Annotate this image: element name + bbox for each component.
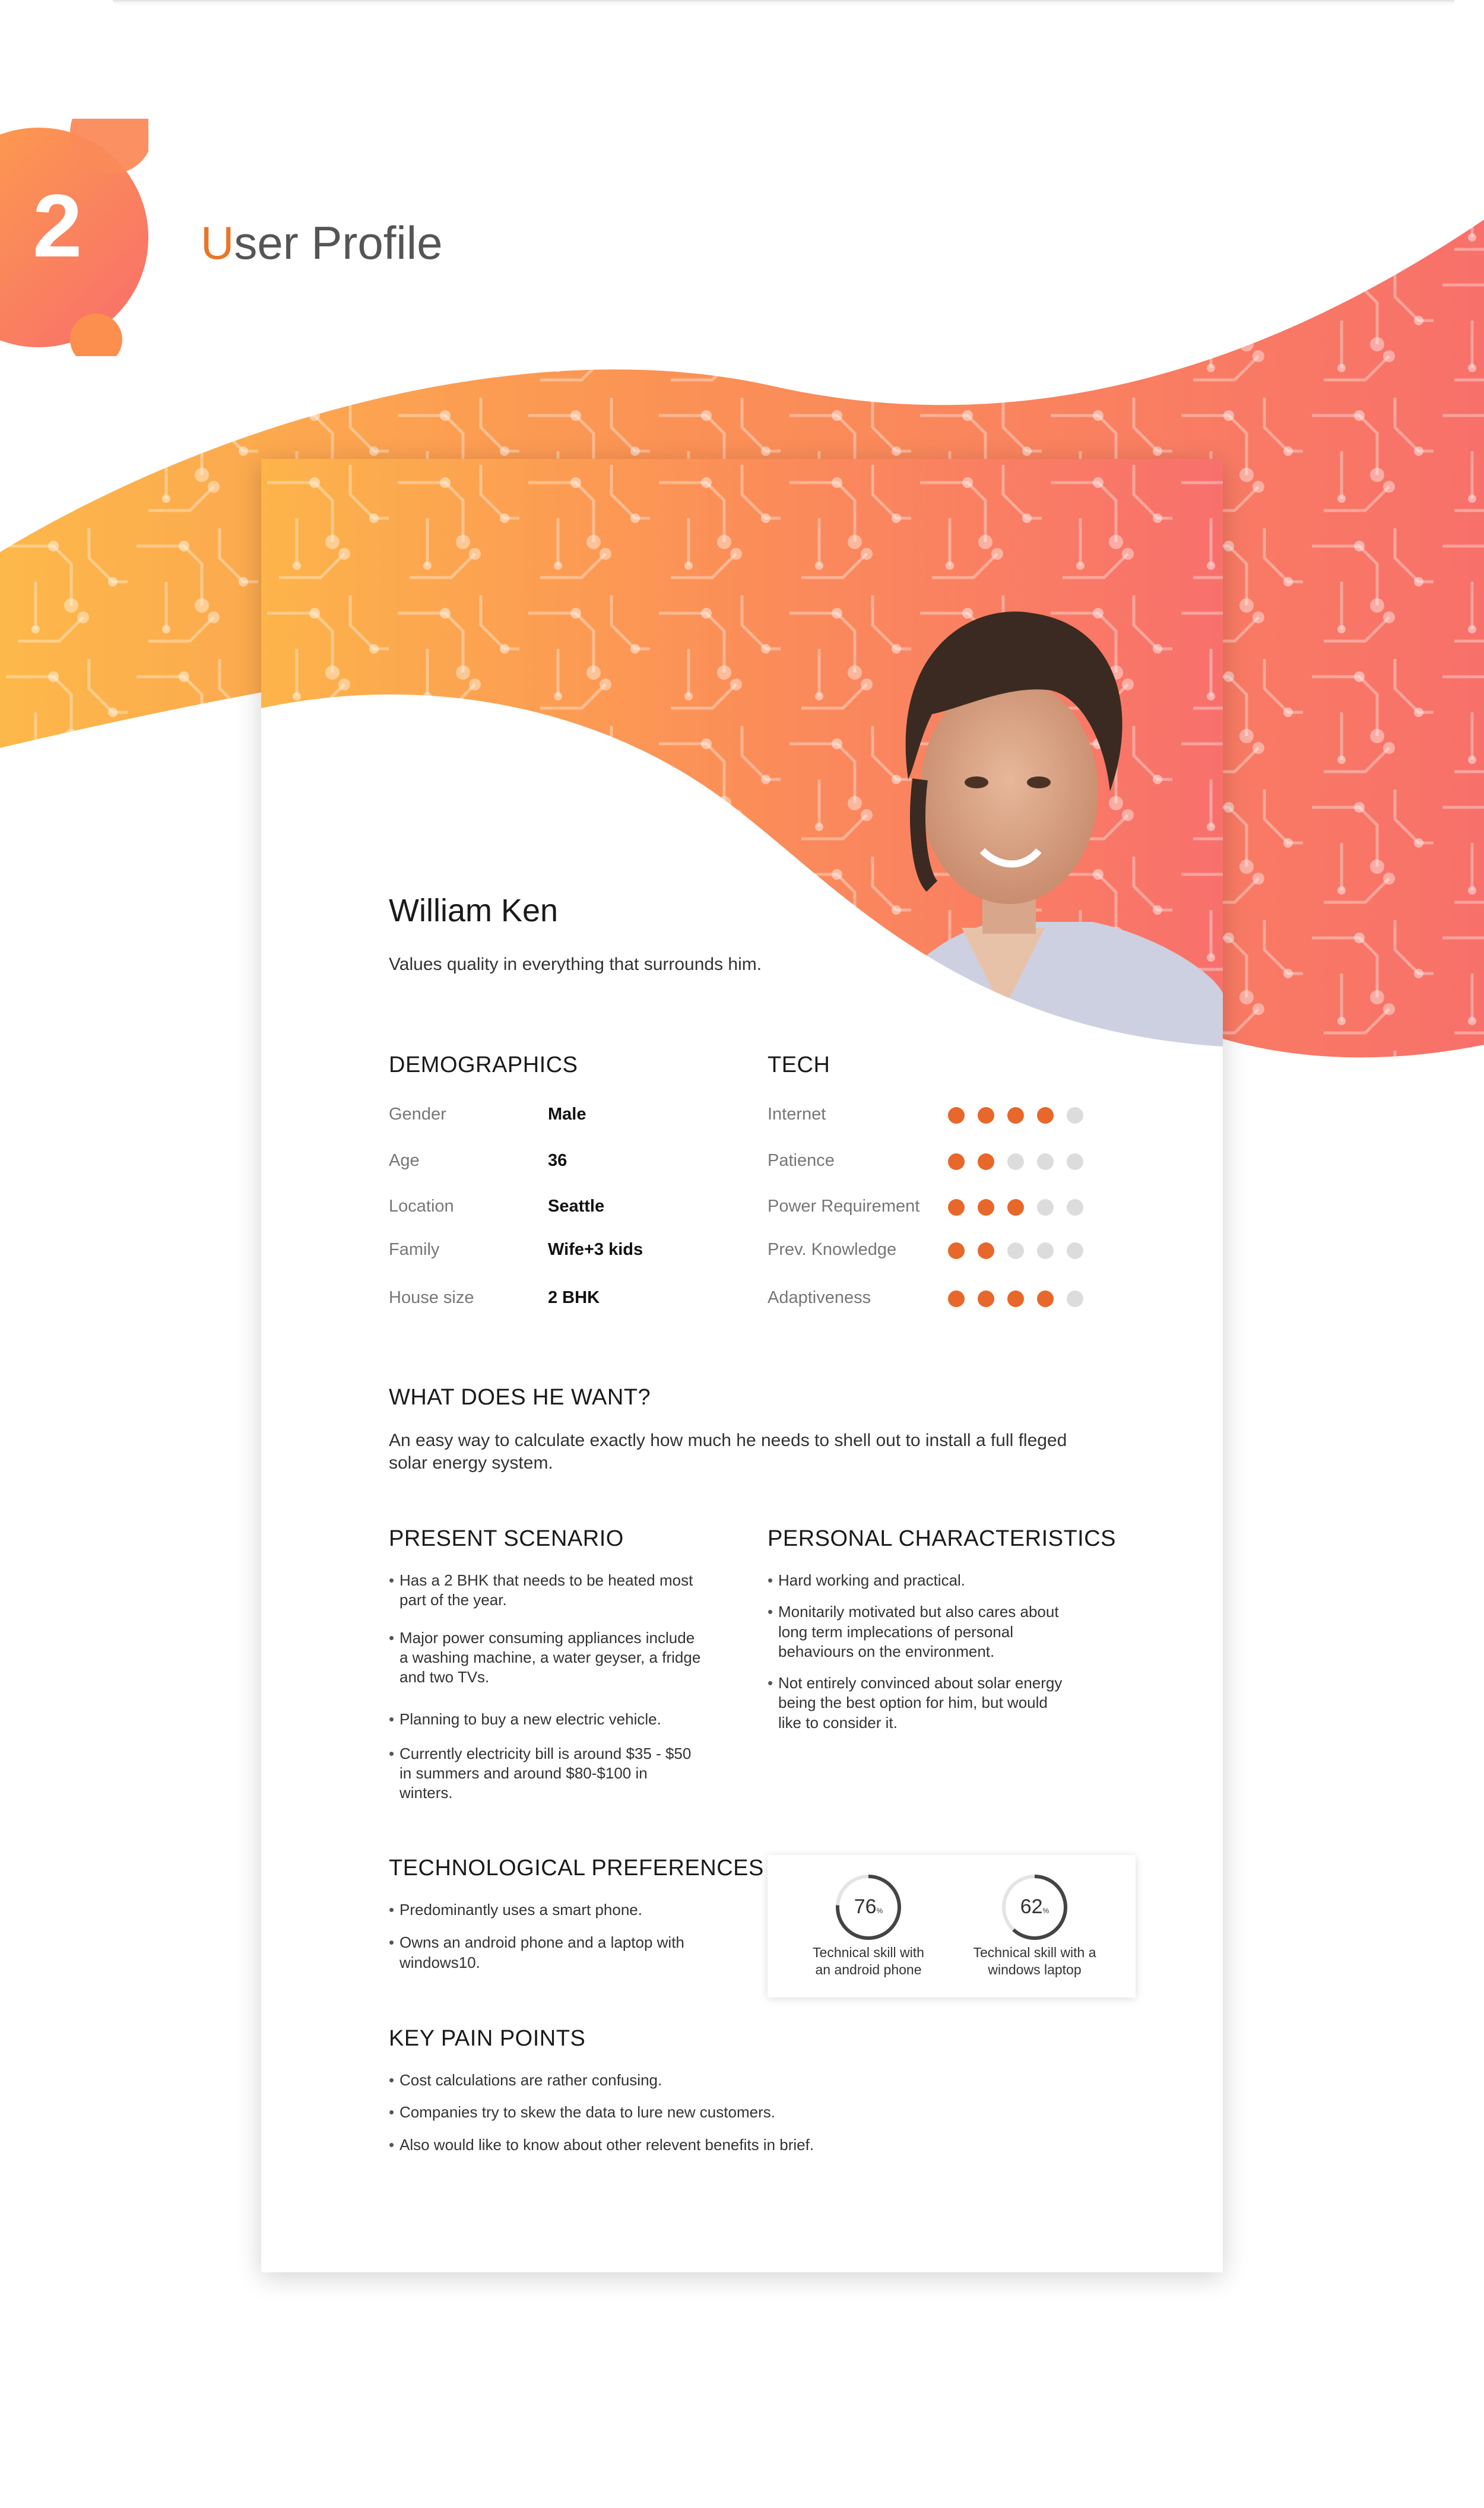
- tech-rating: [948, 1291, 1083, 1307]
- present-scenario-heading: PRESENT SCENARIO: [389, 1526, 624, 1551]
- list-item: [768, 1571, 1136, 1590]
- rating-dot-empty: [1067, 1291, 1083, 1307]
- title-accent-letter: U: [201, 217, 234, 269]
- skill-caption-line: an android phone: [815, 1961, 922, 1977]
- demographics-heading: DEMOGRAPHICS: [389, 1052, 578, 1077]
- tech-label: Internet: [768, 1105, 826, 1124]
- skill-value: [999, 1895, 1070, 1919]
- want-heading: WHAT DOES HE WANT?: [389, 1385, 651, 1410]
- skill-box: [768, 1855, 1136, 1997]
- profile-header-banner: [261, 459, 1223, 1076]
- demographic-value: 2 BHK: [548, 1288, 600, 1307]
- list-item-line: • Also would like to know about other relevent benefits in brief.: [399, 2135, 814, 2154]
- demographic-value: 36: [548, 1151, 567, 1170]
- skill-caption-line: Technical skill with a: [973, 1945, 1096, 1960]
- rating-dot-filled: [948, 1153, 965, 1170]
- tech-rating: [948, 1242, 1083, 1259]
- skill-caption: [797, 1944, 940, 1979]
- rating-dot-filled: [978, 1291, 994, 1307]
- list-item-line: in summers and around $80-$100 in: [399, 1764, 648, 1782]
- list-item-line: long term implecations of personal: [778, 1622, 1013, 1641]
- pain-points-list: [389, 2071, 1101, 2155]
- list-item-line: and two TVs.: [399, 1668, 490, 1686]
- tech-rating: [948, 1153, 1083, 1170]
- demographic-label: Family: [389, 1240, 440, 1259]
- list-item-line: • Has a 2 BHK that needs to be heated most: [399, 1571, 693, 1589]
- tech-rating: [948, 1199, 1083, 1216]
- rating-dot-filled: [1007, 1107, 1024, 1124]
- personal-characteristics-list: [768, 1571, 1136, 1733]
- want-line: An easy way to calculate exactly how much he needs to shell out to install a full fleged: [389, 1431, 1067, 1450]
- rating-dot-filled: [1007, 1199, 1024, 1216]
- top-divider: [113, 0, 1454, 2]
- rating-dot-filled: [978, 1199, 994, 1216]
- list-item: [389, 1710, 745, 1729]
- rating-dot-empty: [1037, 1199, 1054, 1216]
- list-item-line: • Predominantly uses a smart phone.: [399, 1901, 642, 1919]
- step-number: 2: [33, 176, 83, 275]
- list-item: [768, 1602, 1136, 1662]
- skill-value: [833, 1895, 904, 1919]
- skill-number: 62: [1020, 1895, 1043, 1918]
- rating-dot-empty: [1007, 1153, 1024, 1170]
- tech-rating: [948, 1107, 1083, 1124]
- list-item: [389, 1571, 745, 1610]
- rating-dot-filled: [978, 1107, 994, 1124]
- list-item-line: windows10.: [399, 1953, 480, 1971]
- profile-card: [261, 459, 1223, 2272]
- rating-dot-empty: [1007, 1242, 1024, 1259]
- want-text: [389, 1429, 1160, 1475]
- list-item-line: • Owns an android phone and a laptop with: [399, 1933, 684, 1952]
- list-item-line: • Hard working and practical.: [778, 1571, 966, 1589]
- list-item-line: • Cost calculations are rather confusing.: [399, 2071, 662, 2089]
- tech-label: Power Requirement: [768, 1197, 920, 1216]
- demographic-value: Wife+3 kids: [548, 1240, 643, 1259]
- demographic-label: Gender: [389, 1105, 446, 1124]
- rating-dot-filled: [948, 1291, 965, 1307]
- section-title: [201, 217, 443, 269]
- present-scenario-list: [389, 1571, 745, 1803]
- person-name: William Ken: [389, 893, 559, 928]
- list-item: [389, 2071, 1101, 2090]
- tech-heading: TECH: [768, 1052, 830, 1077]
- list-item: [389, 1628, 745, 1688]
- person-tagline: Values quality in everything that surrounds him.: [389, 955, 762, 974]
- tech-preferences-list: [389, 1900, 745, 1973]
- list-item: [768, 1673, 1136, 1733]
- tech-preferences-heading: TECHNOLOGICAL PREFERENCES: [389, 1856, 764, 1881]
- list-item-line: winters.: [399, 1784, 453, 1802]
- list-item: [389, 2103, 1101, 2122]
- demographic-value: Seattle: [548, 1197, 605, 1216]
- rating-dot-empty: [1067, 1107, 1083, 1124]
- rating-dot-empty: [1067, 1242, 1083, 1259]
- list-item: [389, 2135, 1101, 2155]
- rating-dot-filled: [978, 1242, 994, 1259]
- list-item-line: a washing machine, a water geyser, a fridge: [399, 1648, 701, 1666]
- tech-label: Adaptiveness: [768, 1288, 871, 1307]
- pain-points-heading: KEY PAIN POINTS: [389, 2026, 586, 2051]
- tech-label: Prev. Knowledge: [768, 1240, 897, 1259]
- rating-dot-filled: [948, 1107, 965, 1124]
- skill-caption: [963, 1944, 1106, 1979]
- demographic-label: House size: [389, 1288, 474, 1307]
- list-item-line: behaviours on the environment.: [778, 1642, 995, 1660]
- skill-unit: %: [876, 1907, 883, 1915]
- list-item: [389, 1933, 745, 1973]
- skill-unit: %: [1042, 1907, 1049, 1915]
- rating-dot-filled: [978, 1153, 994, 1170]
- list-item-line: • Planning to buy a new electric vehicle.: [399, 1710, 661, 1729]
- skill-caption-line: windows laptop: [988, 1961, 1082, 1977]
- list-item-line: • Major power consuming appliances include: [399, 1628, 695, 1647]
- list-item-line: being the best option for him, but would: [778, 1694, 1048, 1712]
- rating-dot-empty: [1037, 1153, 1054, 1170]
- list-item: [389, 1900, 745, 1920]
- rating-dot-empty: [1037, 1242, 1054, 1259]
- list-item-line: • Currently electricity bill is around $35 - $50: [399, 1744, 692, 1762]
- skill-caption-line: Technical skill with: [813, 1945, 924, 1960]
- demographic-label: Location: [389, 1197, 454, 1216]
- rating-dot-empty: [1067, 1199, 1083, 1216]
- title-rest: ser Profile: [234, 217, 443, 269]
- personal-characteristics-heading: PERSONAL CHARACTERISTICS: [768, 1526, 1117, 1551]
- list-item-line: • Companies try to skew the data to lure new customers.: [399, 2103, 775, 2122]
- demographic-value: Male: [548, 1105, 586, 1124]
- rating-dot-filled: [1037, 1107, 1054, 1124]
- list-item: [389, 1744, 745, 1803]
- rating-dot-filled: [948, 1199, 965, 1216]
- list-item-line: like to consider it.: [778, 1713, 898, 1732]
- list-item-line: part of the year.: [399, 1591, 507, 1609]
- tech-label: Patience: [768, 1151, 835, 1170]
- list-item-line: • Not entirely convinced about solar energy: [778, 1674, 1063, 1692]
- rating-dot-filled: [948, 1242, 965, 1259]
- demographic-label: Age: [389, 1151, 420, 1170]
- want-line: solar energy system.: [389, 1453, 553, 1473]
- rating-dot-filled: [1037, 1291, 1054, 1307]
- rating-dot-empty: [1067, 1153, 1083, 1170]
- skill-number: 76: [854, 1895, 877, 1918]
- list-item-line: • Monitarily motivated but also cares about: [778, 1603, 1059, 1621]
- rating-dot-filled: [1007, 1291, 1024, 1307]
